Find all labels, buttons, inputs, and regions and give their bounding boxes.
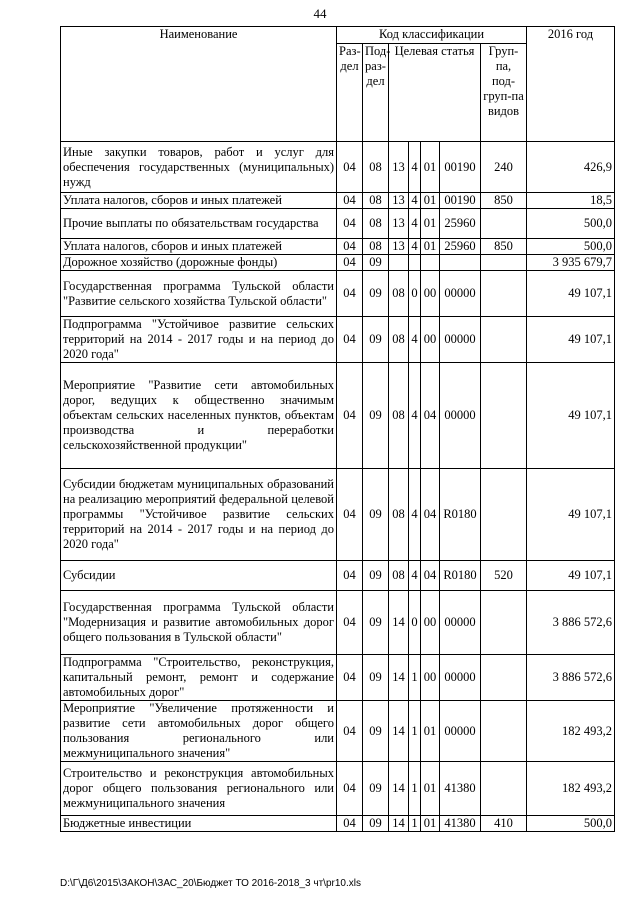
- row-name: Строительство и реконструкция автомобильных дорог общего пользования регионального или межмуниципального значения: [61, 762, 337, 816]
- row-target-event: 01: [421, 762, 440, 816]
- row-target-subprogram: 1: [409, 762, 421, 816]
- row-target-subprogram: 4: [409, 142, 421, 193]
- row-target-subprogram: 4: [409, 209, 421, 239]
- table-row: [61, 655, 615, 701]
- row-name: Субсидии: [61, 561, 337, 591]
- row-podrazdel: 09: [363, 561, 389, 591]
- row-target-direction: 25960: [440, 209, 481, 239]
- header-podrazdel: Под-раз-дел: [363, 44, 389, 142]
- table-row: [61, 271, 615, 317]
- row-razdel: 04: [337, 142, 363, 193]
- table-row: [61, 762, 615, 816]
- row-target-direction: 00000: [440, 591, 481, 655]
- row-amount: 182 493,2: [527, 701, 615, 762]
- row-name: Государственная программа Тульской области "Развитие сельского хозяйства Тульской области": [61, 271, 337, 317]
- row-target-program: 13: [389, 193, 409, 209]
- row-razdel: 04: [337, 469, 363, 561]
- row-name: Подпрограмма "Строительство, реконструкция, капитальный ремонт, ремонт и содержание автомобильных дорог": [61, 655, 337, 701]
- row-target-event: 01: [421, 209, 440, 239]
- budget-table: [60, 26, 615, 832]
- row-target-program: [389, 255, 409, 271]
- row-target-direction: 41380: [440, 816, 481, 832]
- row-target-subprogram: [409, 255, 421, 271]
- row-target-direction: 00000: [440, 655, 481, 701]
- row-name: Дорожное хозяйство (дорожные фонды): [61, 255, 337, 271]
- row-target-program: 14: [389, 816, 409, 832]
- row-podrazdel: 08: [363, 142, 389, 193]
- row-amount: 49 107,1: [527, 469, 615, 561]
- row-vid: [481, 255, 527, 271]
- row-vid: [481, 591, 527, 655]
- row-podrazdel: 09: [363, 255, 389, 271]
- row-razdel: 04: [337, 209, 363, 239]
- row-target-program: 14: [389, 591, 409, 655]
- row-vid: [481, 469, 527, 561]
- row-target-event: 04: [421, 561, 440, 591]
- row-amount: 500,0: [527, 209, 615, 239]
- row-target-subprogram: 4: [409, 561, 421, 591]
- row-podrazdel: 09: [363, 317, 389, 363]
- row-vid: [481, 363, 527, 469]
- row-razdel: 04: [337, 239, 363, 255]
- row-target-event: 00: [421, 655, 440, 701]
- row-vid: 850: [481, 193, 527, 209]
- row-podrazdel: 08: [363, 193, 389, 209]
- row-target-event: 01: [421, 239, 440, 255]
- row-amount: 18,5: [527, 193, 615, 209]
- table-row: [61, 591, 615, 655]
- row-target-program: 13: [389, 239, 409, 255]
- row-target-event: 00: [421, 271, 440, 317]
- row-vid: 240: [481, 142, 527, 193]
- row-target-program: 08: [389, 469, 409, 561]
- row-podrazdel: 09: [363, 655, 389, 701]
- table-row: [61, 209, 615, 239]
- row-name: Субсидии бюджетам муниципальных образований на реализацию мероприятий федеральной целевой программы "Устойчивое развитие сельских территорий на 2014 - 2017 годы и на период до 2020 года": [61, 469, 337, 561]
- row-target-program: 13: [389, 142, 409, 193]
- row-target-event: 00: [421, 591, 440, 655]
- row-target-event: 01: [421, 816, 440, 832]
- row-target-event: 00: [421, 317, 440, 363]
- row-target-direction: 25960: [440, 239, 481, 255]
- row-target-direction: 00000: [440, 317, 481, 363]
- row-amount: 49 107,1: [527, 271, 615, 317]
- row-amount: 49 107,1: [527, 317, 615, 363]
- row-target-subprogram: 4: [409, 239, 421, 255]
- row-razdel: 04: [337, 363, 363, 469]
- row-target-program: 14: [389, 655, 409, 701]
- row-amount: 426,9: [527, 142, 615, 193]
- row-razdel: 04: [337, 816, 363, 832]
- row-amount: 49 107,1: [527, 561, 615, 591]
- row-razdel: 04: [337, 762, 363, 816]
- row-podrazdel: 09: [363, 271, 389, 317]
- row-target-direction: 00000: [440, 271, 481, 317]
- table-row: [61, 193, 615, 209]
- row-razdel: 04: [337, 271, 363, 317]
- row-podrazdel: 09: [363, 762, 389, 816]
- header-name: Наименование: [61, 27, 337, 142]
- row-razdel: 04: [337, 591, 363, 655]
- row-name: Мероприятие "Увеличение протяженности и развитие сети автомобильных дорог общего пользования регионального или межмуниципального значения": [61, 701, 337, 762]
- row-target-event: 04: [421, 363, 440, 469]
- header-year: 2016 год: [527, 27, 615, 142]
- row-target-subprogram: 1: [409, 655, 421, 701]
- row-name: Уплата налогов, сборов и иных платежей: [61, 193, 337, 209]
- row-vid: [481, 271, 527, 317]
- table-row: [61, 816, 615, 832]
- row-target-subprogram: 4: [409, 193, 421, 209]
- row-podrazdel: 08: [363, 209, 389, 239]
- row-podrazdel: 09: [363, 363, 389, 469]
- row-target-subprogram: 1: [409, 816, 421, 832]
- table-row: [61, 317, 615, 363]
- row-podrazdel: 09: [363, 701, 389, 762]
- header-code-group: Код классификации: [337, 27, 527, 44]
- row-podrazdel: 08: [363, 239, 389, 255]
- row-name: Прочие выплаты по обязательствам государства: [61, 209, 337, 239]
- table-row: [61, 363, 615, 469]
- row-razdel: 04: [337, 655, 363, 701]
- row-target-event: 01: [421, 193, 440, 209]
- row-target-program: 13: [389, 209, 409, 239]
- table-row: [61, 239, 615, 255]
- row-name: Мероприятие "Развитие сети автомобильных дорог, ведущих к общественно значимым объектам сельских населенных пунктов, объектам производства и переработки сельскохозяйственной продукции": [61, 363, 337, 469]
- row-amount: 3 886 572,6: [527, 591, 615, 655]
- row-target-program: 08: [389, 317, 409, 363]
- row-vid: [481, 317, 527, 363]
- row-razdel: 04: [337, 193, 363, 209]
- row-amount: 182 493,2: [527, 762, 615, 816]
- header-vid: Груп-па, под-груп-па видов: [481, 44, 527, 142]
- header-razdel: Раз-дел: [337, 44, 363, 142]
- row-amount: 500,0: [527, 239, 615, 255]
- row-razdel: 04: [337, 561, 363, 591]
- row-target-event: 01: [421, 142, 440, 193]
- row-razdel: 04: [337, 317, 363, 363]
- row-vid: [481, 655, 527, 701]
- row-target-program: 08: [389, 561, 409, 591]
- row-vid: 520: [481, 561, 527, 591]
- row-name: Уплата налогов, сборов и иных платежей: [61, 239, 337, 255]
- row-target-program: 14: [389, 762, 409, 816]
- row-target-subprogram: 1: [409, 701, 421, 762]
- row-target-direction: 00000: [440, 363, 481, 469]
- header-target: Целевая статья: [389, 44, 481, 142]
- row-razdel: 04: [337, 255, 363, 271]
- row-target-direction: 00000: [440, 701, 481, 762]
- row-target-direction: 00190: [440, 193, 481, 209]
- row-target-subprogram: 0: [409, 591, 421, 655]
- row-podrazdel: 09: [363, 816, 389, 832]
- file-path: D:\Г\Д6\2015\ЗАКОН\ЗАС_20\Бюджет ТО 2016-2018_3 чт\pr10.xls: [60, 878, 361, 889]
- row-target-direction: R0180: [440, 469, 481, 561]
- row-target-event: 01: [421, 701, 440, 762]
- row-name: Государственная программа Тульской области "Модернизация и развитие автомобильных дорог общего пользования в Тульской области": [61, 591, 337, 655]
- row-target-direction: 00190: [440, 142, 481, 193]
- table-row: [61, 142, 615, 193]
- row-amount: 3 935 679,7: [527, 255, 615, 271]
- row-target-program: 14: [389, 701, 409, 762]
- table-row: [61, 701, 615, 762]
- row-target-event: [421, 255, 440, 271]
- row-target-program: 08: [389, 363, 409, 469]
- page-number: 44: [313, 6, 327, 21]
- row-vid: [481, 701, 527, 762]
- row-target-event: 04: [421, 469, 440, 561]
- row-razdel: 04: [337, 701, 363, 762]
- table-row: [61, 561, 615, 591]
- row-target-subprogram: 4: [409, 363, 421, 469]
- row-target-direction: 41380: [440, 762, 481, 816]
- row-vid: [481, 762, 527, 816]
- row-target-direction: [440, 255, 481, 271]
- table-row: [61, 255, 615, 271]
- row-amount: 49 107,1: [527, 363, 615, 469]
- row-vid: 410: [481, 816, 527, 832]
- row-name: Бюджетные инвестиции: [61, 816, 337, 832]
- row-amount: 3 886 572,6: [527, 655, 615, 701]
- row-name: Подпрограмма "Устойчивое развитие сельских территорий на 2014 - 2017 годы и на период до 2020 года": [61, 317, 337, 363]
- table-row: [61, 469, 615, 561]
- row-target-subprogram: 4: [409, 317, 421, 363]
- row-vid: 850: [481, 239, 527, 255]
- row-target-program: 08: [389, 271, 409, 317]
- row-vid: [481, 209, 527, 239]
- row-amount: 500,0: [527, 816, 615, 832]
- row-target-direction: R0180: [440, 561, 481, 591]
- row-target-subprogram: 4: [409, 469, 421, 561]
- row-podrazdel: 09: [363, 591, 389, 655]
- row-podrazdel: 09: [363, 469, 389, 561]
- row-name: Иные закупки товаров, работ и услуг для обеспечения государственных (муниципальных) нужд: [61, 142, 337, 193]
- row-target-subprogram: 0: [409, 271, 421, 317]
